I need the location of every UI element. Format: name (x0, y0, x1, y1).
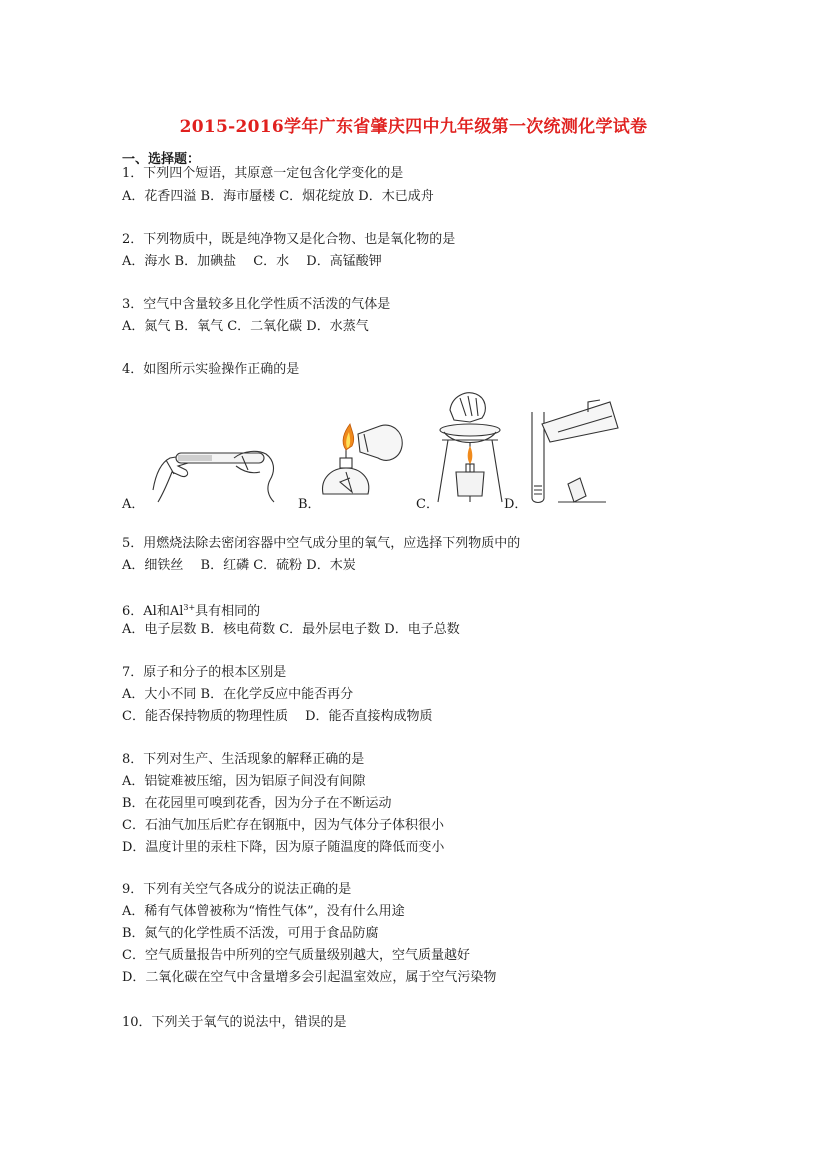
q8-option-d: D．温度计里的汞柱下降，因为原子随温度的降低而变小 (122, 840, 445, 855)
q4-label-b: B． (298, 497, 321, 512)
section-heading: 一、选择题： (122, 152, 201, 167)
q1-options: A．花香四溢 B．海市蜃楼 C．烟花绽放 D．木已成舟 (122, 189, 434, 204)
q2-options: A．海水 B．加碘盐 C．水 D．高锰酸钾 (122, 254, 382, 269)
figure-a-test-tube-hands (148, 430, 283, 505)
q1-stem: 1．下列四个短语，其原意一定包含化学变化的是 (122, 166, 404, 181)
q6-stem-suffix: 具有相同的 (195, 604, 261, 619)
q2-stem: 2．下列物质中，既是纯净物又是化合物、也是氧化物的是 (122, 232, 456, 247)
q3-stem: 3．空气中含量较多且化学性质不活泼的气体是 (122, 297, 391, 312)
page-title: 2015-2016学年广东省肇庆四中九年级第一次统测化学试卷 (179, 117, 648, 137)
q6-options: A．电子层数 B．核电荷数 C．最外层电子数 D．电子总数 (122, 622, 460, 637)
q3-options: A．氮气 B．氧气 C．二氧化碳 D．水蒸气 (122, 319, 369, 334)
q7-stem: 7．原子和分子的根本区别是 (122, 665, 287, 680)
q7-options-row2: C．能否保持物质的物理性质 D．能否直接构成物质 (122, 709, 433, 724)
q8-option-b: B．在花园里可嗅到花香，因为分子在不断运动 (122, 796, 392, 811)
q9-stem: 9．下列有关空气各成分的说法正确的是 (122, 882, 352, 897)
q7-options-row1: A．大小不同 B．在化学反应中能否再分 (122, 687, 354, 702)
q4-stem: 4．如图所示实验操作正确的是 (122, 362, 300, 377)
q10-stem: 10．下列关于氧气的说法中，错误的是 (122, 1015, 347, 1030)
figure-d-pouring-liquid (518, 398, 623, 506)
q4-label-d: D． (504, 497, 528, 512)
q9-option-c: C．空气质量报告中所列的空气质量级别越大，空气质量越好 (122, 948, 470, 963)
q5-options: A．细铁丝 B．红磷 C．硫粉 D．木炭 (122, 558, 356, 573)
q8-option-a: A．铝锭难被压缩，因为铝原子间没有间隙 (122, 774, 366, 789)
q8-stem: 8．下列对生产、生活现象的解释正确的是 (122, 752, 365, 767)
q6-stem-superscript: 3+ (183, 603, 196, 612)
q6-stem (122, 600, 260, 620)
q9-option-d: D．二氧化碳在空气中含量增多会引起温室效应，属于空气污染物 (122, 970, 497, 985)
q8-option-c: C．石油气加压后贮存在钢瓶中，因为气体分子体积很小 (122, 818, 444, 833)
q5-stem: 5．用燃烧法除去密闭容器中空气成分里的氧气，应选择下列物质中的 (122, 536, 521, 551)
q6-stem-prefix: 6．Al和Al (122, 604, 184, 619)
figure-b-alcohol-lamp (318, 412, 408, 507)
q4-label-c: C． (416, 497, 439, 512)
q9-option-a: A．稀有气体曾被称为“惰性气体”，没有什么用途 (122, 904, 405, 919)
figure-c-evaporating-dish (432, 388, 507, 506)
q4-label-a: A． (122, 497, 145, 512)
q9-option-b: B．氮气的化学性质不活泼，可用于食品防腐 (122, 926, 379, 941)
